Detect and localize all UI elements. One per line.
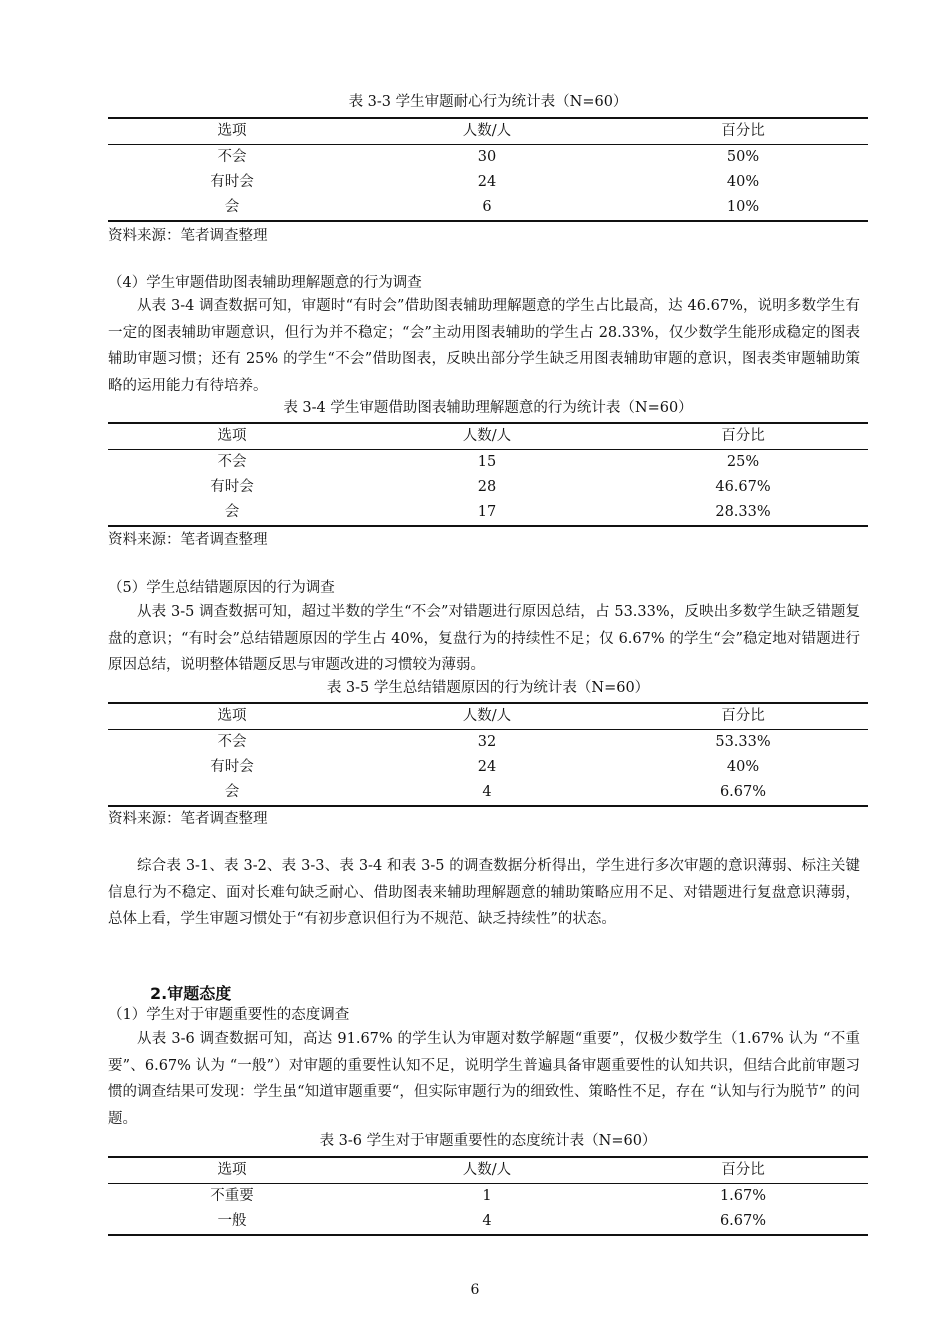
table-cell: 1 <box>482 1188 492 1204</box>
table-cell: 有时会 <box>210 759 254 775</box>
body-paragraph: 从表 3-6 调查数据可知，高达 91.67% 的学生认为审题对数学解题“重要”，仅极少数学生（1.67% 认为 “不重要”、6.67% 认为 “一般”）对审题的重要性认知不足，说明学生普遍具备审题重要性的认知共识，但结合此前审题习惯的调查结果可发现：学生虽“知道审题重要“，但实际审题行为的细致性、策略性不足，存在 “认知与行为脱节” 的问题。 <box>108 1031 860 1127</box>
table-row <box>108 450 868 476</box>
table-cell: 30 <box>477 149 497 165</box>
table-caption: 表 3-3 学生审题耐心行为统计表（N=60） <box>348 94 628 110</box>
table-row <box>108 1184 868 1210</box>
table-source: 资料来源：笔者调查整理 <box>108 811 268 827</box>
data-table <box>108 1156 868 1236</box>
table-header-cell: 选项 <box>217 1162 247 1178</box>
table-source: 资料来源：笔者调查整理 <box>108 532 268 548</box>
table-cell: 6 <box>482 199 492 215</box>
table-cell: 6.67% <box>719 1213 767 1229</box>
table-row <box>108 195 868 221</box>
table-cell: 不会 <box>217 149 247 165</box>
table-header-row <box>108 423 868 450</box>
section-heading: 2.审题态度 <box>150 984 232 1003</box>
table-cell: 4 <box>482 784 492 800</box>
table-header-cell: 百分比 <box>721 708 765 724</box>
table-cell: 会 <box>224 504 240 520</box>
table-row <box>108 1209 868 1235</box>
table-row <box>108 755 868 780</box>
table-cell: 32 <box>477 734 497 750</box>
table-header-cell: 选项 <box>217 708 247 724</box>
table-row <box>108 145 868 171</box>
table-header-row <box>108 118 868 145</box>
page-number: 6 <box>470 1282 480 1298</box>
table-header-cell: 人数/人 <box>462 1162 512 1178</box>
table-header-row <box>108 1157 868 1184</box>
table-header-cell: 选项 <box>217 123 247 139</box>
table-header-cell: 百分比 <box>721 123 765 139</box>
table-row <box>108 500 868 526</box>
body-paragraph: 从表 3-5 调查数据可知，超过半数的学生“不会”对错题进行原因总结，占 53.33%，反映出多数学生缺乏错题复盘的意识；“有时会”总结错题原因的学生占 40%，复盘行为的持续性不足；仅 6.67% 的学生“会”稳定地对错题进行原因总结，说明整体错题反思与审题改进的习惯较为薄弱。 <box>108 604 860 673</box>
table-header-cell: 人数/人 <box>462 428 512 444</box>
table-header-row <box>108 703 868 730</box>
table-cell: 24 <box>477 759 497 775</box>
table-cell: 40% <box>726 174 760 190</box>
table-cell: 10% <box>726 199 760 215</box>
table-row <box>108 780 868 806</box>
table-cell: 6.67% <box>719 784 767 800</box>
subsection-heading: （5）学生总结错题原因的行为调查 <box>108 580 335 596</box>
table-cell: 1.67% <box>719 1188 767 1204</box>
table-header-cell: 人数/人 <box>462 123 512 139</box>
table-cell: 28.33% <box>715 504 771 520</box>
table-cell: 46.67% <box>715 479 771 495</box>
table-cell: 17 <box>477 504 497 520</box>
table-cell: 28 <box>477 479 497 495</box>
table-cell: 4 <box>482 1213 492 1229</box>
table-caption: 表 3-6 学生对于审题重要性的态度统计表（N=60） <box>319 1133 657 1149</box>
summary-paragraph: 综合表 3-1、表 3-2、表 3-3、表 3-4 和表 3-5 的调查数据分析得出，学生进行多次审题的意识薄弱、标注关键信息行为不稳定、面对长难句缺乏耐心、借助图表来辅助理解题意的辅助策略应用不足、对错题进行复盘意识薄弱，总体上看，学生审题习惯处于“有初步意识但行为不规范、缺乏持续性”的状态。 <box>108 858 860 927</box>
body-paragraph: 从表 3-4 调查数据可知，审题时“有时会”借助图表辅助理解题意的学生占比最高，达 46.67%，说明多数学生有一定的图表辅助审题意识，但行为并不稳定；“会”主动用图表辅助的学生占 28.33%，仅少数学生能形成稳定的图表辅助审题习惯；还有 25% 的学生“不会”借助图表，反映出部分学生缺乏用图表辅助审题的意识，图表类审题辅助策略的运用能力有待培养。 <box>108 298 860 394</box>
table-cell: 不会 <box>217 734 247 750</box>
table-cell: 50% <box>726 149 760 165</box>
table-row <box>108 730 868 756</box>
table-cell: 15 <box>477 454 497 470</box>
table-header-cell: 人数/人 <box>462 708 512 724</box>
table-cell: 24 <box>477 174 497 190</box>
table-header-cell: 选项 <box>217 428 247 444</box>
table-caption: 表 3-4 学生审题借助图表辅助理解题意的行为统计表（N=60） <box>283 400 693 416</box>
table-source: 资料来源：笔者调查整理 <box>108 228 268 244</box>
subsection-heading: （1）学生对于审题重要性的态度调查 <box>108 1007 350 1023</box>
data-table <box>108 422 868 527</box>
table-cell: 会 <box>224 784 240 800</box>
table-cell: 会 <box>224 199 240 215</box>
subsection-heading: （4）学生审题借助图表辅助理解题意的行为调查 <box>108 275 422 291</box>
table-cell: 25% <box>726 454 760 470</box>
table-header-cell: 百分比 <box>721 1162 765 1178</box>
table-row <box>108 475 868 500</box>
table-cell: 40% <box>726 759 760 775</box>
table-cell: 有时会 <box>210 479 254 495</box>
table-cell: 有时会 <box>210 174 254 190</box>
table-header-cell: 百分比 <box>721 428 765 444</box>
data-table <box>108 117 868 222</box>
table-cell: 一般 <box>217 1213 247 1229</box>
table-cell: 不重要 <box>210 1188 254 1204</box>
table-cell: 不会 <box>217 454 247 470</box>
table-cell: 53.33% <box>715 734 771 750</box>
table-caption: 表 3-5 学生总结错题原因的行为统计表（N=60） <box>326 680 650 696</box>
data-table <box>108 702 868 807</box>
table-row <box>108 170 868 195</box>
